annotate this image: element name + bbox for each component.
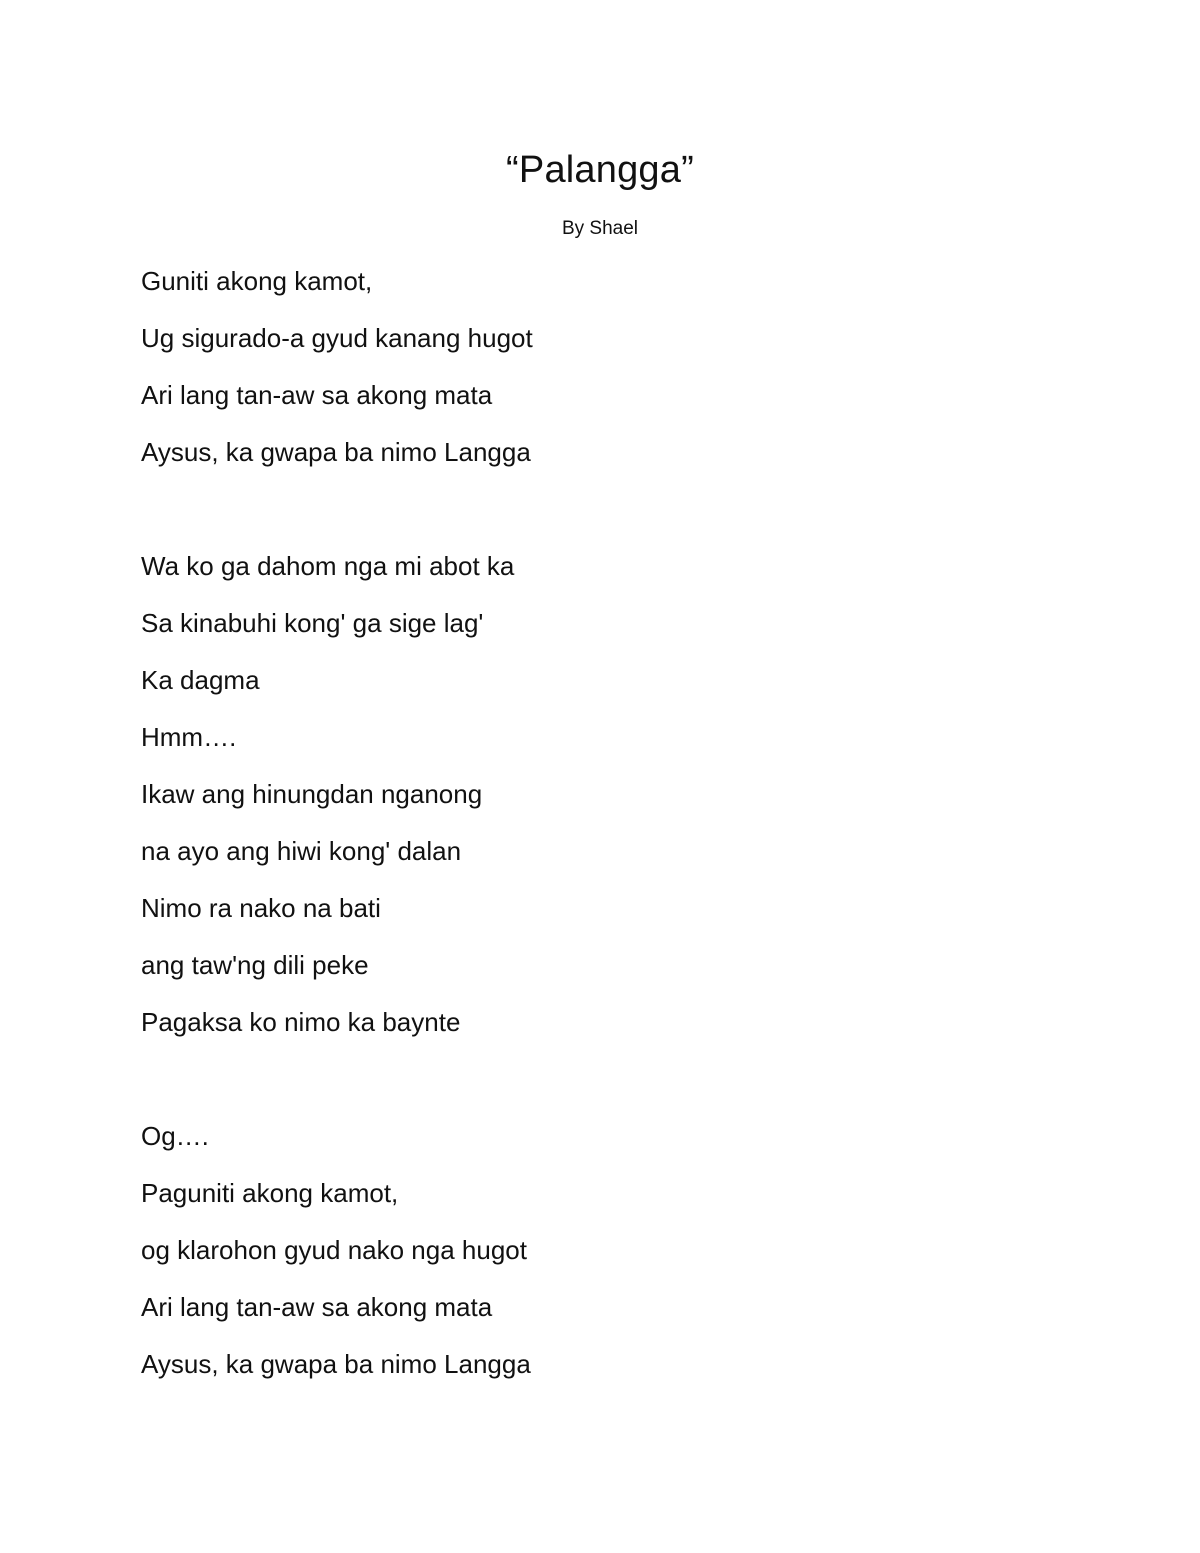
- poem-line: Aysus, ka gwapa ba nimo Langga: [141, 1349, 531, 1379]
- poem-line: Wa ko ga dahom nga mi abot ka: [141, 551, 515, 581]
- poem-line: Hmm….: [141, 722, 237, 752]
- poem-body: [141, 261, 1041, 1401]
- poem-byline: By Shael: [561, 218, 639, 239]
- poem-line: na ayo ang hiwi kong' dalan: [141, 836, 462, 866]
- poem-line: Nimo ra nako na bati: [141, 893, 381, 923]
- poem-line: Pagaksa ko nimo ka baynte: [141, 1007, 461, 1037]
- poem-line: Aysus, ka gwapa ba nimo Langga: [141, 437, 531, 467]
- poem-line: Og….: [141, 1121, 209, 1151]
- poem-line: og klarohon gyud nako nga hugot: [141, 1235, 527, 1265]
- poem-line: Ikaw ang hinungdan nganong: [141, 779, 483, 809]
- poem-line: Ari lang tan-aw sa akong mata: [141, 380, 493, 410]
- poem-line: Sa kinabuhi kong' ga sige lag': [141, 608, 484, 638]
- poem-line: Ka dagma: [141, 665, 260, 695]
- poem-line: Paguniti akong kamot,: [141, 1178, 399, 1208]
- poem-line: Guniti akong kamot,: [141, 266, 373, 296]
- stanza-3: [141, 1116, 1041, 1401]
- stanza-1: [141, 261, 1041, 489]
- poem-title: “Palangga”: [506, 149, 694, 191]
- stanza-2: [141, 546, 1041, 1059]
- poem-line: Ug sigurado-a gyud kanang hugot: [141, 323, 533, 353]
- poem-line: ang taw'ng dili peke: [141, 950, 369, 980]
- poem-line: Ari lang tan-aw sa akong mata: [141, 1292, 493, 1322]
